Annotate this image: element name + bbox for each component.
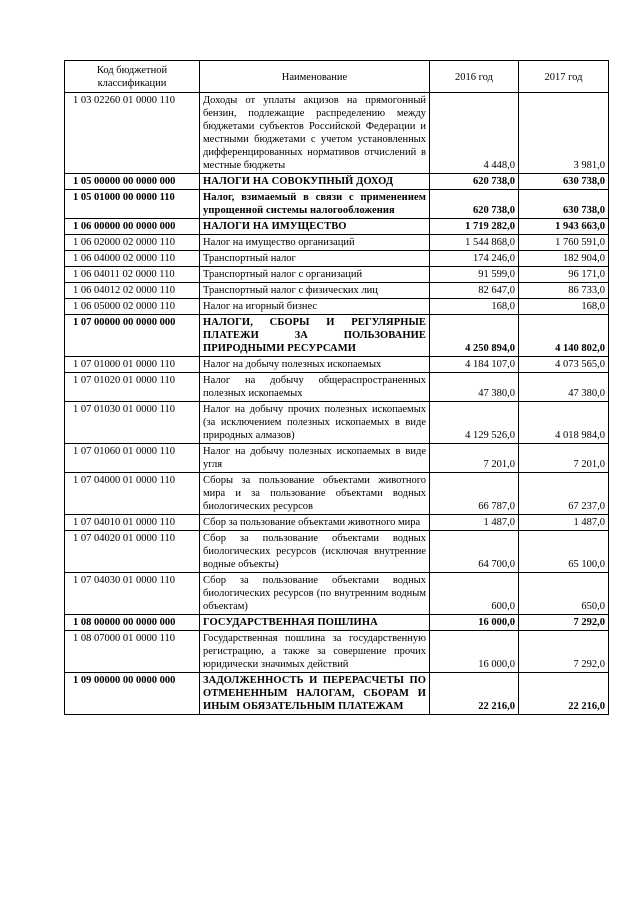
row-name: Налог, взимаемый в связи с применением упрощенной системы налогообложения [200, 190, 430, 219]
row-code: 1 07 04000 01 0000 110 [65, 473, 200, 515]
row-value-2016: 1 487,0 [430, 515, 519, 531]
row-value-2016: 174 246,0 [430, 251, 519, 267]
table-row [65, 267, 609, 283]
header-code: Код бюджетной классификации [65, 61, 200, 93]
row-code: 1 06 04000 02 0000 110 [65, 251, 200, 267]
row-name: Сбор за пользование объектами животного мира [200, 515, 430, 531]
table-row [65, 373, 609, 402]
row-value-2016: 620 738,0 [430, 190, 519, 219]
header-2017: 2017 год [519, 61, 609, 93]
table-row [65, 315, 609, 357]
row-value-2017: 47 380,0 [519, 373, 609, 402]
table-row [65, 473, 609, 515]
row-value-2016: 4 184 107,0 [430, 357, 519, 373]
row-value-2016: 1 719 282,0 [430, 219, 519, 235]
row-value-2016: 16 000,0 [430, 631, 519, 673]
budget-table [64, 60, 609, 715]
table-row [65, 531, 609, 573]
table-row [65, 444, 609, 473]
row-name: НАЛОГИ НА ИМУЩЕСТВО [200, 219, 430, 235]
row-value-2016: 64 700,0 [430, 531, 519, 573]
row-code: 1 03 02260 01 0000 110 [65, 93, 200, 174]
row-value-2017: 182 904,0 [519, 251, 609, 267]
row-value-2017: 7 201,0 [519, 444, 609, 473]
row-name: Государственная пошлина за государственную регистрацию, а также за совершение прочих юридически значимых действий [200, 631, 430, 673]
row-code: 1 06 04011 02 0000 110 [65, 267, 200, 283]
row-value-2017: 168,0 [519, 299, 609, 315]
row-code: 1 07 01020 01 0000 110 [65, 373, 200, 402]
row-name: НАЛОГИ, СБОРЫ И РЕГУЛЯРНЫЕ ПЛАТЕЖИ ЗА ПОЛЬЗОВАНИЕ ПРИРОДНЫМИ РЕСУРСАМИ [200, 315, 430, 357]
row-value-2016: 600,0 [430, 573, 519, 615]
row-code: 1 07 04020 01 0000 110 [65, 531, 200, 573]
row-name: Налог на добычу полезных ископаемых [200, 357, 430, 373]
row-code: 1 07 01030 01 0000 110 [65, 402, 200, 444]
row-name: Доходы от уплаты акцизов на прямогонный бензин, подлежащие распределению между бюджетами субъектов Российской Федерации и местными бюджетами с учетом установленных дифференцированных нормативов отчислений в местные бюджеты [200, 93, 430, 174]
table-row [65, 299, 609, 315]
row-value-2017: 7 292,0 [519, 631, 609, 673]
row-value-2017: 7 292,0 [519, 615, 609, 631]
row-value-2016: 4 448,0 [430, 93, 519, 174]
row-name: Транспортный налог с организаций [200, 267, 430, 283]
row-value-2016: 7 201,0 [430, 444, 519, 473]
table-row [65, 235, 609, 251]
row-code: 1 07 00000 00 0000 000 [65, 315, 200, 357]
row-value-2016: 16 000,0 [430, 615, 519, 631]
table-row [65, 673, 609, 715]
row-value-2016: 4 250 894,0 [430, 315, 519, 357]
row-value-2016: 168,0 [430, 299, 519, 315]
row-name: Сбор за пользование объектами водных биологических ресурсов (исключая внутренние водные объекты) [200, 531, 430, 573]
row-code: 1 05 00000 00 0000 000 [65, 174, 200, 190]
table-row [65, 515, 609, 531]
row-value-2017: 1 487,0 [519, 515, 609, 531]
row-name: Сбор за пользование объектами водных биологических ресурсов (по внутренним водным объектам) [200, 573, 430, 615]
header-name: Наименование [200, 61, 430, 93]
row-code: 1 07 01000 01 0000 110 [65, 357, 200, 373]
row-value-2017: 630 738,0 [519, 174, 609, 190]
row-code: 1 09 00000 00 0000 000 [65, 673, 200, 715]
row-name: Сборы за пользование объектами животного мира и за пользование объектами водных биологических ресурсов [200, 473, 430, 515]
row-value-2016: 620 738,0 [430, 174, 519, 190]
row-value-2016: 47 380,0 [430, 373, 519, 402]
row-value-2016: 1 544 868,0 [430, 235, 519, 251]
row-code: 1 05 01000 00 0000 110 [65, 190, 200, 219]
row-value-2016: 82 647,0 [430, 283, 519, 299]
table-row [65, 631, 609, 673]
row-value-2016: 91 599,0 [430, 267, 519, 283]
row-value-2017: 1 760 591,0 [519, 235, 609, 251]
row-value-2017: 3 981,0 [519, 93, 609, 174]
table-row [65, 190, 609, 219]
row-code: 1 08 07000 01 0000 110 [65, 631, 200, 673]
row-value-2017: 650,0 [519, 573, 609, 615]
row-name: Налог на игорный бизнес [200, 299, 430, 315]
row-name: ЗАДОЛЖЕННОСТЬ И ПЕРЕРАСЧЕТЫ ПО ОТМЕНЕННЫМ НАЛОГАМ, СБОРАМ И ИНЫМ ОБЯЗАТЕЛЬНЫМ ПЛАТЕЖАМ [200, 673, 430, 715]
row-code: 1 06 00000 00 0000 000 [65, 219, 200, 235]
row-code: 1 07 04010 01 0000 110 [65, 515, 200, 531]
row-value-2017: 4 140 802,0 [519, 315, 609, 357]
row-value-2017: 1 943 663,0 [519, 219, 609, 235]
table-row [65, 615, 609, 631]
row-value-2017: 22 216,0 [519, 673, 609, 715]
row-value-2017: 4 073 565,0 [519, 357, 609, 373]
row-code: 1 06 04012 02 0000 110 [65, 283, 200, 299]
row-code: 1 06 05000 02 0000 110 [65, 299, 200, 315]
row-value-2017: 4 018 984,0 [519, 402, 609, 444]
row-value-2016: 4 129 526,0 [430, 402, 519, 444]
row-name: НАЛОГИ НА СОВОКУПНЫЙ ДОХОД [200, 174, 430, 190]
row-name: Транспортный налог [200, 251, 430, 267]
table-row [65, 174, 609, 190]
row-name: Налог на добычу общераспространенных полезных ископаемых [200, 373, 430, 402]
table-header-row [65, 61, 609, 93]
row-code: 1 07 01060 01 0000 110 [65, 444, 200, 473]
row-name: Налог на имущество организаций [200, 235, 430, 251]
row-name: Транспортный налог с физических лиц [200, 283, 430, 299]
row-code: 1 07 04030 01 0000 110 [65, 573, 200, 615]
row-value-2016: 66 787,0 [430, 473, 519, 515]
row-name: Налог на добычу полезных ископаемых в виде угля [200, 444, 430, 473]
row-value-2017: 86 733,0 [519, 283, 609, 299]
row-value-2017: 630 738,0 [519, 190, 609, 219]
row-name: ГОСУДАРСТВЕННАЯ ПОШЛИНА [200, 615, 430, 631]
table-row [65, 251, 609, 267]
row-code: 1 08 00000 00 0000 000 [65, 615, 200, 631]
table-row [65, 402, 609, 444]
row-value-2017: 65 100,0 [519, 531, 609, 573]
row-value-2016: 22 216,0 [430, 673, 519, 715]
row-name: Налог на добычу прочих полезных ископаемых (за исключением полезных ископаемых в виде природных алмазов) [200, 402, 430, 444]
row-value-2017: 96 171,0 [519, 267, 609, 283]
table-row [65, 283, 609, 299]
table-row [65, 219, 609, 235]
table-row [65, 357, 609, 373]
budget-document [64, 60, 609, 715]
row-value-2017: 67 237,0 [519, 473, 609, 515]
table-row [65, 573, 609, 615]
header-2016: 2016 год [430, 61, 519, 93]
row-code: 1 06 02000 02 0000 110 [65, 235, 200, 251]
table-row [65, 93, 609, 174]
